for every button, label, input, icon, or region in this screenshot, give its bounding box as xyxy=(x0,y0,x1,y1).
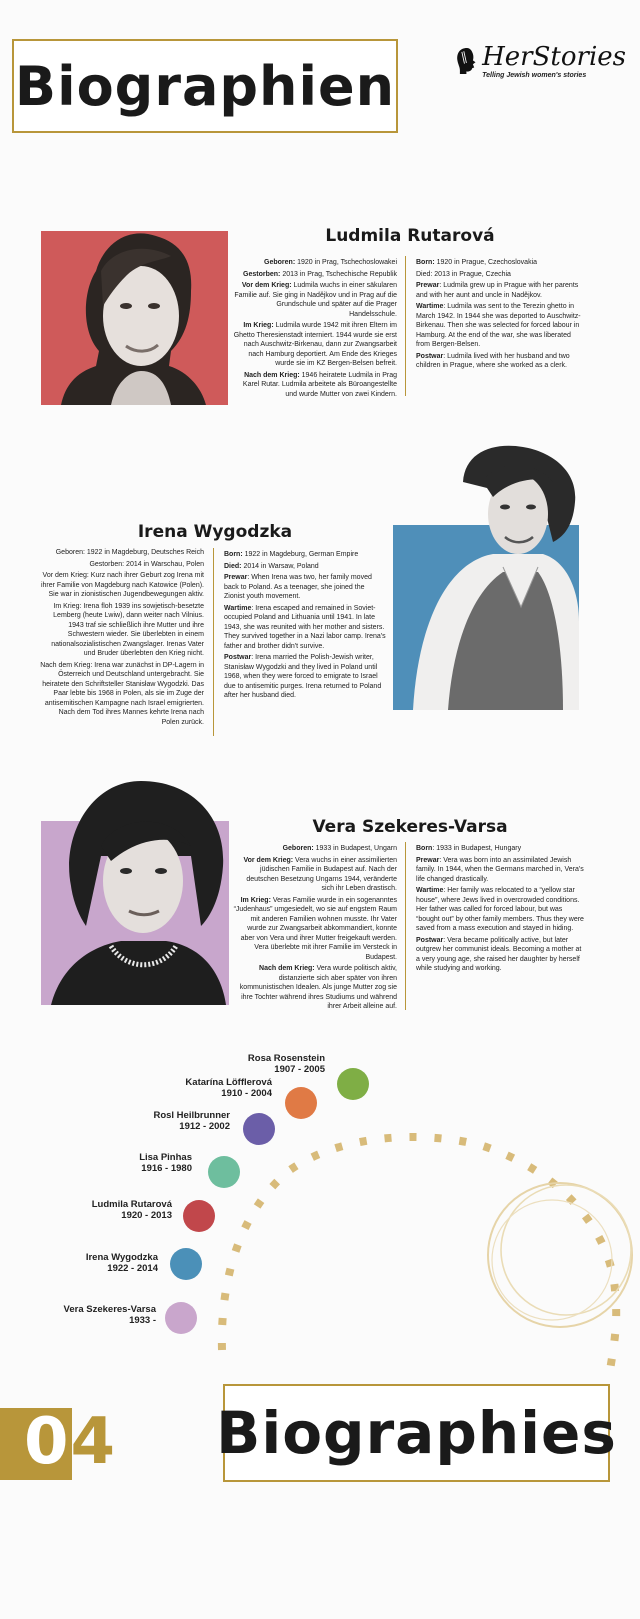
timeline-years: 1912 - 2002 xyxy=(179,1120,230,1132)
bio-line: Wartime: Irena escaped and remained in Soviet-occupied Poland and Lithuania until 1941. In late 1943, she was reunited with her mother and sisters. They survived together in a Nazi labor camp. Irena's father and brother didn't survive. xyxy=(224,604,386,650)
bio-line: Wartime: Ludmila was sent to the Terezin ghetto in March 1942. In 1944 she was deported to Auschwitz-Birkenau. Then she was selected for forced labour in Hamburg. At the end of the war, she was liberated from Bergen-Belsen. xyxy=(416,303,581,348)
bio-line: Im Krieg: Ludmila wurde 1942 mit ihren Eltern im Ghetto Theresienstadt interniert. 1944 wurde sie erst nach Auschwitz-Birkenau, dann zur Zwangsarbeit nach Hamburg deportiert. Am Ende des Krieges wurde sie im KZ Bergen-Belsen befreit. xyxy=(233,322,397,367)
bio-irena-en xyxy=(224,550,386,703)
bio-line: Born: 1933 in Budapest, Hungary xyxy=(416,845,522,852)
page-title-de: Biographien xyxy=(14,54,396,118)
timeline-years: 1916 - 1980 xyxy=(141,1162,192,1174)
bio-line: Im Krieg: Veras Familie wurde in ein sogenanntes “Judenhaus” umgesiedelt, wo sie auf engstem Raum mit anderen Familien wohnen musste. Ihr Vater wurde zur Zwangsarbeit abkommandiert, konnte aber von Vera und ihrer Mutter freigekauft werden. Vera überlebte mit ihrer Familie im Versteck in Budapest. xyxy=(233,896,397,961)
bio-line: Vor dem Krieg: Ludmila wuchs in einer säkularen Familie auf. Sie ging in Nadějkov und in Prag auf die Grundschule und später auf die Prager Handelsschule. xyxy=(234,282,397,318)
bio-line: Postwar: Vera became politically active, but later outgrew her communist ideals. Becoming a mother at a very young age, she raised her daughter by herself while studying and working. xyxy=(416,936,582,972)
timeline-label xyxy=(110,1111,230,1132)
bio-name-ludmila: Ludmila Rutarová xyxy=(325,226,495,246)
page-title-en: Biographies xyxy=(216,1399,617,1467)
chapter-digit-1: 0 xyxy=(24,1405,71,1479)
bio-line: Geboren: 1920 in Prag, Tschechoslowakei xyxy=(264,259,397,266)
bio-name-vera: Vera Szekeres-Varsa xyxy=(312,817,508,837)
bio-vera-en xyxy=(416,844,586,976)
bio-vera-de xyxy=(233,844,397,1014)
timeline-name: Irena Wygodzka xyxy=(85,1252,158,1263)
bio-line: Geboren: 1933 in Budapest, Ungarn xyxy=(282,845,397,852)
chapter-digit-2: 4 xyxy=(70,1405,118,1479)
bio-line: Gestorben: 2013 in Prag, Tschechische Republik xyxy=(243,270,397,278)
timeline-dot-vera xyxy=(165,1302,197,1334)
bio-line: Prewar: Vera was born into an assimilated Jewish family. In 1944, when the Germans marched in, Vera's life changed drastically. xyxy=(416,856,584,883)
bio-line: Vor dem Krieg: Vera wuchs in einer assimilierten jüdischen Familie in Budapest auf. Nach der deutschen Besetzung Ungarns 1944, veränderte sich ihr Leben drastisch. xyxy=(243,856,397,892)
bio-line: Nach dem Krieg: Vera wurde politisch aktiv, distanzierte sich aber später von ihren kommunistischen Idealen. Als junge Mutter zog sie ihre Tochter während ihres Studiums und während ihrer Arbeit alleine auf. xyxy=(239,965,397,1010)
timeline-dot-katarina xyxy=(285,1087,317,1119)
timeline-dot-rosa xyxy=(337,1068,369,1100)
timeline-decoration xyxy=(0,1077,640,1370)
portrait-vera xyxy=(41,776,229,1005)
bio-line: Gestorben: 2014 in Warschau, Polen xyxy=(89,560,204,568)
bio-line: Postwar: Irena married the Polish-Jewish writer, Stanisław Wygodzki and they lived in Poland until 1968, when they were forced to emigrate to Israel due to antisemitic purges. Irena returned to Poland after her husband died. xyxy=(224,654,382,699)
portrait-irena xyxy=(393,442,579,710)
bio-name-irena: Irena Wygodzka xyxy=(137,522,293,542)
timeline-dot-lisa xyxy=(208,1156,240,1188)
bio-line: Prewar: When Irena was two, her family moved back to Poland. As a teenager, she joined the Zionist youth movement. xyxy=(224,574,372,600)
title-box-en xyxy=(216,1384,617,1482)
timeline-name: Katarína Löfflerová xyxy=(185,1077,272,1088)
brand-logo xyxy=(456,38,626,84)
brand-name: HerStories xyxy=(482,41,626,72)
timeline-name: Rosl Heilbrunner xyxy=(153,1110,230,1121)
portrait-ludmila xyxy=(41,231,228,405)
bio-line: Geboren: 1922 in Magdeburg, Deutsches Reich xyxy=(55,549,204,556)
timeline-label xyxy=(50,1200,172,1221)
bio-line: Born: 1922 in Magdeburg, German Empire xyxy=(224,551,359,558)
timeline-label xyxy=(200,1054,325,1075)
timeline-years: 1910 - 2004 xyxy=(221,1087,272,1099)
bio-ludmila-de xyxy=(233,258,397,401)
timeline-label xyxy=(50,1253,158,1274)
timeline-dot-irena xyxy=(170,1248,202,1280)
bio-line: Wartime: Her family was relocated to a “yellow star house”, where Jews lived in overcrowded conditions. Her father was called for forced labour, but was “bought out” by other family members. Thus they were saved from a mass execution and stayed in hiding. xyxy=(416,887,584,932)
timeline-label xyxy=(90,1153,192,1174)
title-box-de xyxy=(12,39,398,133)
divider-vera xyxy=(405,842,406,1010)
bio-line: Born: 1920 in Prague, Czechoslovakia xyxy=(416,259,538,266)
timeline-label xyxy=(40,1305,156,1326)
timeline-name: Vera Szekeres-Varsa xyxy=(63,1304,156,1315)
bio-line: Postwar: Ludmila lived with her husband and two children in Prague, where she worked as a clerk. xyxy=(416,352,570,369)
timeline-years: 1933 - xyxy=(129,1314,156,1326)
divider-irena xyxy=(213,548,214,736)
bio-line: Died: 2013 in Prague, Czechia xyxy=(416,270,511,278)
bio-irena-de xyxy=(40,548,204,729)
timeline-name: Ludmila Rutarová xyxy=(91,1199,172,1210)
timeline-label xyxy=(150,1078,272,1099)
bio-line: Prewar: Ludmila grew up in Prague with her parents and with her aunt and uncle in Nadějkov. xyxy=(416,282,579,299)
chapter-number xyxy=(24,1404,117,1480)
brand-tagline: Telling Jewish women's stories xyxy=(482,71,587,79)
bio-line: Nach dem Krieg: Irena war zunächst in DP-Lagern in Österreich und Deutschland untergebracht. Sie heiratete den Schriftsteller Stanisław Wygodzki. Das Paar lebte bis 1968 in Polen, als sie im Zuge der antisemitischen Kampagne nach Israel emigrierten. Nach dem Tod ihres Mannes kehrte Irena nach Polen zurück. xyxy=(40,661,204,726)
bio-line: Nach dem Krieg: 1946 heiratete Ludmila in Prag Karel Rutar. Ludmila arbeitete als Büroangestellte und wurde Mutter von zwei Kindern. xyxy=(242,371,397,398)
bio-ludmila-en xyxy=(416,258,586,373)
timeline-years: 1922 - 2014 xyxy=(107,1262,158,1274)
bio-line: Vor dem Krieg: Kurz nach ihrer Geburt zog Irena mit ihrer Familie von Magdeburg nach Katowice (Polen). Sie war in zionistischen Jugendbewegungen aktiv. xyxy=(40,572,204,598)
divider-ludmila xyxy=(405,256,406,396)
timeline-name: Rosa Rosenstein xyxy=(247,1053,325,1064)
timeline-dot-ludmila xyxy=(183,1200,215,1232)
timeline-dot-rosl xyxy=(243,1113,275,1145)
timeline-name: Lisa Pinhas xyxy=(139,1152,192,1163)
bio-line: Died: 2014 in Warsaw, Poland xyxy=(224,562,319,570)
head-silhouette-icon xyxy=(456,39,478,83)
timeline-years: 1920 - 2013 xyxy=(121,1209,172,1221)
bio-line: Im Krieg: Irena floh 1939 ins sowjetisch-besetzte Lemberg (heute Lwiw), dann weiter nach Vilnius. 1943 traf sie schließlich ihre Mutter und ihre Schwestern wieder. Sie überlebten in einem nationalsozialistischen Zwangslager. Irenas Vater und Bruder überlebten den Krieg nicht. xyxy=(51,602,204,657)
timeline-years: 1907 - 2005 xyxy=(274,1063,325,1075)
